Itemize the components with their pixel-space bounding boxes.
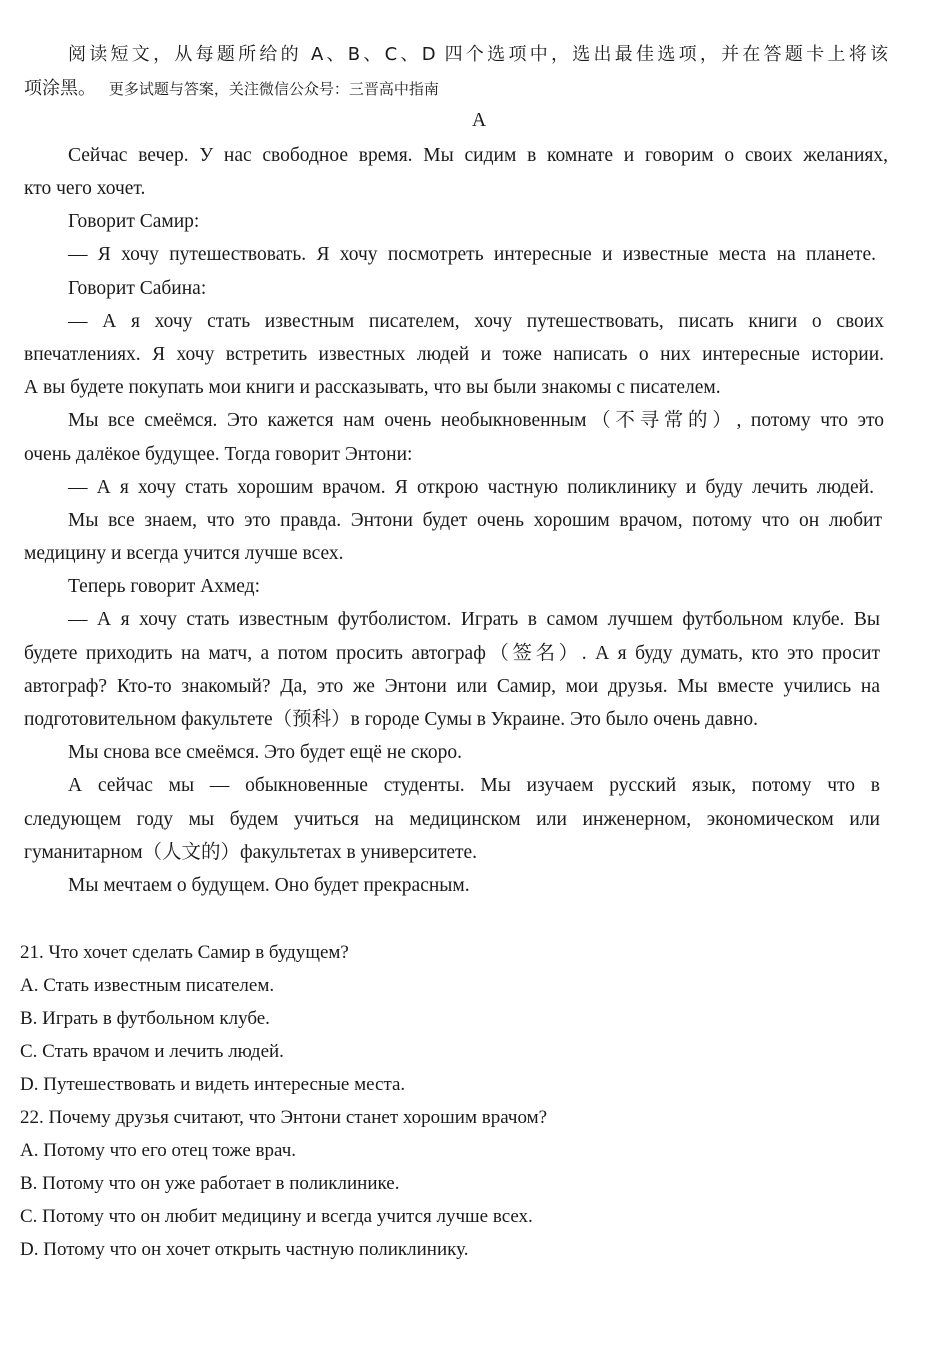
passage-p10-line-3: автограф? Кто-то знакомый? Да, это же Энтони или Самир, мои друзья. Мы вместе учились на bbox=[24, 676, 880, 697]
instructions-note: 更多试题与答案，关注微信公众号：三晋高中指南 bbox=[108, 80, 439, 98]
instructions-main: 项涂黑。 bbox=[24, 78, 96, 99]
section-label: A bbox=[471, 110, 487, 131]
passage-p2: Говорит Самир: bbox=[68, 211, 200, 232]
passage-p12-line-3: гуманитарном（人文的）факультетах в университете. bbox=[24, 842, 478, 863]
passage-p13: Мы мечтаем о будущем. Оно будет прекрасным. bbox=[68, 875, 470, 896]
passage-p5-line-1: — А я хочу стать известным писателем, хочу путешествовать, писать книги о своих bbox=[68, 311, 884, 332]
passage-p3: — Я хочу путешествовать. Я хочу посмотреть интересные и известные места на планете. bbox=[68, 244, 876, 265]
passage-p7: — А я хочу стать хорошим врачом. Я открою частную поликлинику и буду лечить людей. bbox=[68, 477, 874, 498]
passage-p5-line-3: А вы будете покупать мои книги и рассказывать, что вы были знакомы с писателем. bbox=[24, 377, 721, 398]
passage-p6-line-1: Мы все смеёмся. Это кажется нам очень необыкновенным（不寻常的）, потому что это bbox=[68, 410, 884, 431]
question-21-option-a: A. Стать известным писателем. bbox=[20, 975, 275, 996]
question-22-option-d: D. Потому что он хочет открыть частную поликлинику. bbox=[20, 1239, 469, 1260]
passage-p11: Мы снова все смеёмся. Это будет ещё не скоро. bbox=[68, 742, 463, 763]
passage-p10-line-4: подготовительном факультете（预科）в городе Сумы в Украине. Это было очень давно. bbox=[24, 709, 758, 730]
passage-p10-line-2: будете приходить на матч, а потом просить автограф（签名）. А я буду думать, кто это просит bbox=[24, 643, 880, 664]
question-22-option-b: B. Потому что он уже работает в поликлинике. bbox=[20, 1173, 400, 1194]
passage-p8-line-2: медицину и всегда учится лучше всех. bbox=[24, 543, 344, 564]
passage-p9: Теперь говорит Ахмед: bbox=[68, 576, 261, 597]
question-22-option-a: A. Потому что его отец тоже врач. bbox=[20, 1140, 297, 1161]
passage-p1-line-2: кто чего хочет. bbox=[24, 178, 146, 199]
question-21-option-d: D. Путешествовать и видеть интересные места. bbox=[20, 1074, 406, 1095]
instructions-line-2 bbox=[24, 76, 439, 102]
passage-p10-line-1: — А я хочу стать известным футболистом. Играть в самом лучшем футбольном клубе. Вы bbox=[68, 609, 880, 630]
passage-p12-line-1: А сейчас мы — обыкновенные студенты. Мы изучаем русский язык, потому что в bbox=[68, 775, 880, 796]
passage-p12-line-2: следующем году мы будем учиться на медицинском или инженерном, экономическом или bbox=[24, 809, 880, 830]
question-22-option-c: C. Потому что он любит медицину и всегда учится лучше всех. bbox=[20, 1206, 533, 1227]
passage-p1-line-1: Сейчас вечер. У нас свободное время. Мы сидим в комнате и говорим о своих желаниях, bbox=[68, 145, 888, 166]
question-21: 21. Что хочет сделать Самир в будущем? bbox=[20, 942, 349, 963]
passage-p4: Говорит Сабина: bbox=[68, 278, 207, 299]
passage-p5-line-2: впечатлениях. Я хочу встретить известных людей и тоже написать о них интересные истории. bbox=[24, 344, 884, 365]
passage-p6-line-2: очень далёкое будущее. Тогда говорит Энтони: bbox=[24, 444, 413, 465]
question-21-option-b: B. Играть в футбольном клубе. bbox=[20, 1008, 270, 1029]
instructions-line-1: 阅读短文，从每题所给的 A、B、C、D 四个选项中，选出最佳选项，并在答题卡上将该 bbox=[68, 44, 888, 65]
question-22: 22. Почему друзья считают, что Энтони станет хорошим врачом? bbox=[20, 1107, 548, 1128]
passage-p8-line-1: Мы все знаем, что это правда. Энтони будет очень хорошим врачом, потому что он любит bbox=[68, 510, 882, 531]
question-21-option-c: C. Стать врачом и лечить людей. bbox=[20, 1041, 284, 1062]
